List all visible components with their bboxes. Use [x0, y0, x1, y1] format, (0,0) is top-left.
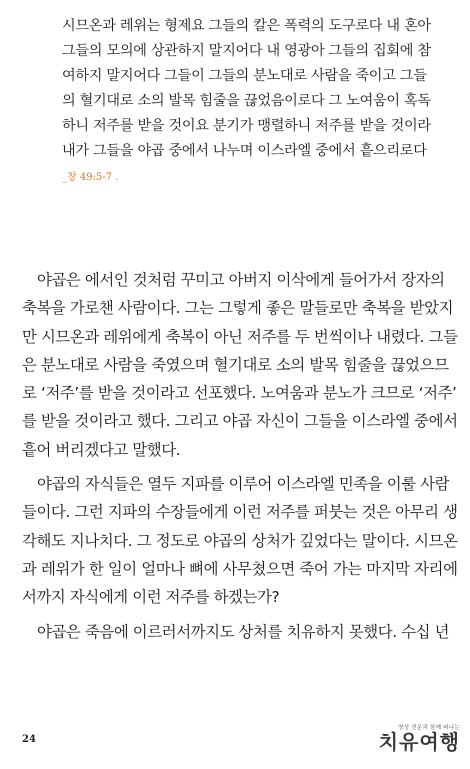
quote-line: 내가 그들을 야곱 중에서 나누며 이스라엘 중에서 흩으리로다 — [62, 143, 427, 159]
text-line: 과 레위가 한 일이 얼마나 뼈에 사무쳤으면 죽어 가는 마지막 자리에 — [22, 559, 458, 578]
logo-title: 치유여행 — [378, 730, 460, 754]
logo-tagline: 영성 전문과 함께 떠나는 — [398, 725, 460, 731]
text-line: 축복을 가로챈 사람이다. 그는 그렇게 좋은 말들로만 축복을 받았지 — [22, 299, 454, 318]
text-line: 야곱의 자식들은 열두 지파를 이루어 이스라엘 민족을 이룰 사람 — [37, 475, 450, 494]
text-line: 은 분노대로 사람을 죽였으며 혈기대로 소의 발목 힘줄을 끊었으므 — [22, 355, 449, 374]
text-line: 만 시므온과 레위에게 축복이 아닌 저주를 두 번씩이나 내렸다. 그들 — [22, 327, 458, 346]
paragraph — [22, 470, 458, 611]
text-line: 각해도 지나치다. 그 정도로 야곱의 상처가 깊었다는 말이다. 시므온 — [22, 531, 458, 550]
text-line: 야곱은 죽음에 이르러서까지도 상처를 치유하지 못했다. 수십 년 — [37, 622, 450, 641]
text-line: 야곱은 에서인 것처럼 꾸미고 아버지 이삭에게 들어가서 장자의 — [37, 271, 445, 289]
book-logo — [379, 723, 460, 753]
text-line: 들이다. 그런 지파의 수장들에게 이런 저주를 퍼붓는 것은 아무리 생 — [22, 503, 458, 522]
text-line: 를 받을 것이라고 했다. 그리고 야곱 자신이 그들을 이스라엘 중에서 — [22, 412, 458, 431]
text-line: 로 ‘저주’를 받을 것이라고 선포했다. 노여움과 분노가 크므로 ‘저주’ — [22, 384, 457, 403]
quote-line: 하니 저주를 받을 것이요 분기가 맹렬하니 저주를 받을 것이라 — [62, 118, 431, 134]
body-text — [22, 266, 458, 646]
quote-line: 시므온과 레위는 형제요 그들의 칼은 폭력의 도구로다 내 혼아 — [62, 18, 431, 34]
text-line: 흩어 버리겠다고 말했다. — [22, 440, 181, 459]
scripture-quote — [62, 14, 454, 183]
quote-line: 여하지 말지어다 그들이 그들의 분노대로 사람을 죽이고 그들 — [62, 68, 427, 84]
paragraph — [22, 618, 458, 646]
quote-line: 그들의 모의에 상관하지 말지어다 내 영광아 그들의 집회에 참 — [62, 43, 431, 59]
quote-line: 의 혈기대로 소의 발목 힘줄을 끊었음이로다 그 노여움이 혹독 — [62, 93, 431, 109]
paragraph — [22, 266, 458, 464]
text-line: 서까지 자식에게 이런 저주를 하겠는가? — [22, 588, 280, 607]
page-number: 24 — [22, 734, 36, 745]
scripture-citation: _창 49:5-7 . — [62, 172, 119, 183]
